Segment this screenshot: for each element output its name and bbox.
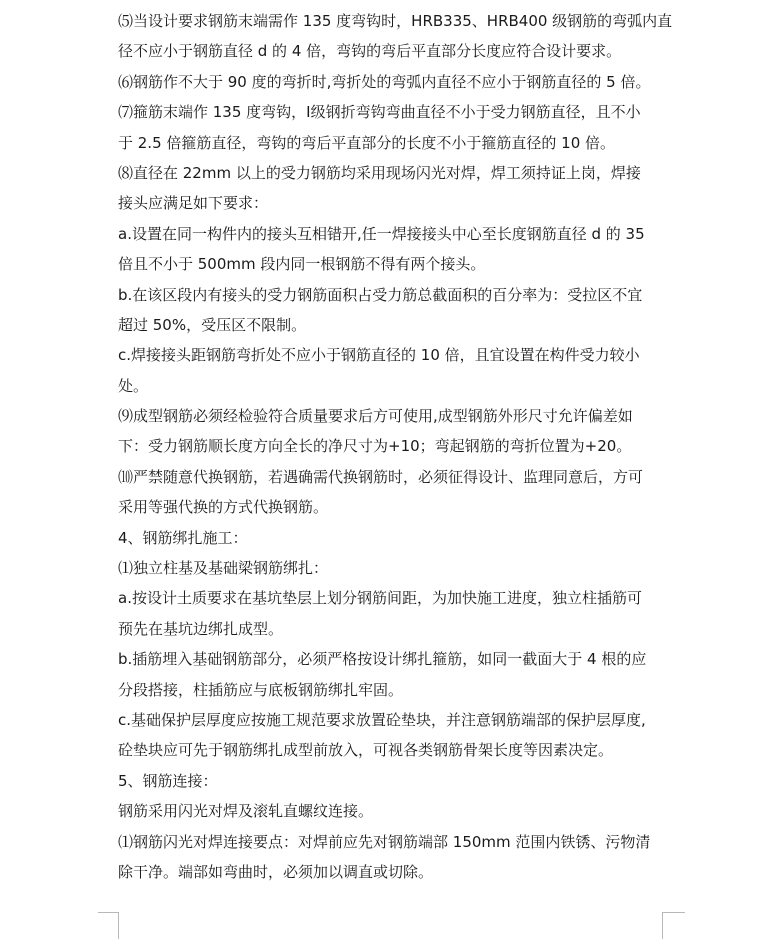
text-line: ⑸当设计要求钢筋末端需作 135 度弯钩时，HRB335、HRB400 级钢筋的弯弧内直 bbox=[118, 12, 673, 30]
page-corner-mark-right bbox=[662, 912, 685, 939]
text-line: 径不应小于钢筋直径 d 的 4 倍，弯钩的弯后平直部分长度应符合设计要求。 bbox=[118, 42, 622, 61]
text-line: c.焊接接头距钢筋弯折处不应小于钢筋直径的 10 倍，且宜设置在构件受力较小 bbox=[118, 346, 640, 365]
text-line: ⑻直径在 22mm 以上的受力钢筋均采用现场闪光对焊，焊工须持证上岗，焊接 bbox=[118, 163, 641, 182]
page-corner-mark-left bbox=[98, 912, 119, 939]
text-line: b.在该区段内有接头的受力钢筋面积占受力筋总截面积的百分率为：受拉区不宜 bbox=[118, 285, 643, 304]
text-line: b.插筋埋入基础钢筋部分，必须严格按设计绑扎箍筋，如同一截面大于 4 根的应 bbox=[118, 650, 647, 669]
text-line: 下：受力钢筋顺长度方向全长的净尺寸为+10；弯起钢筋的弯折位置为+20。 bbox=[118, 437, 632, 456]
text-line: 钢筋采用闪光对焊及滚轧直螺纹连接。 bbox=[118, 802, 374, 821]
text-line: 预先在基坑边绑扎成型。 bbox=[118, 619, 284, 638]
document-body bbox=[118, 6, 678, 887]
text-line: 于 2.5 倍箍筋直径，弯钩的弯后平直部分的长度不小于箍筋直径的 10 倍。 bbox=[118, 133, 616, 152]
text-line: 倍且不小于 500mm 段内同一根钢筋不得有两个接头。 bbox=[118, 255, 486, 274]
text-line: a.设置在同一构件内的接头互相错开,任一焊接接头中心至长度钢筋直径 d 的 35 bbox=[118, 224, 645, 243]
text-line: 除干净。端部如弯曲时，必须加以调直或切除。 bbox=[118, 862, 434, 881]
text-line: 分段搭接，柱插筋应与底板钢筋绑扎牢固。 bbox=[118, 680, 404, 699]
text-line: 采用等强代换的方式代换钢筋。 bbox=[118, 498, 329, 517]
text-line: 超过 50%，受压区不限制。 bbox=[118, 315, 307, 334]
text-line: 接头应满足如下要求： bbox=[118, 194, 269, 213]
text-line: ⑼成型钢筋必须经检验符合质量要求后方可使用,成型钢筋外形尺寸允许偏差如 bbox=[118, 407, 633, 426]
text-line: ⑴钢筋闪光对焊连接要点：对焊前应先对钢筋端部 150mm 范围内铁锈、污物清 bbox=[118, 832, 651, 851]
text-line: c.基础保护层厚度应按施工规范要求放置砼垫块，并注意钢筋端部的保护层厚度, bbox=[118, 710, 646, 729]
text-line: 砼垫块应可先于钢筋绑扎成型前放入，可视各类钢筋骨架长度等因素决定。 bbox=[118, 741, 614, 760]
text-line: ⑹钢筋作不大于 90 度的弯折时,弯折处的弯弧内直径不应小于钢筋直径的 5 倍。 bbox=[118, 72, 651, 91]
text-line: ⑽严禁随意代换钢筋，若遇确需代换钢筋时，必须征得设计、监理同意后，方可 bbox=[118, 467, 644, 486]
text-line: a.按设计土质要求在基坑垫层上划分钢筋间距，为加快施工进度，独立柱插筋可 bbox=[118, 589, 642, 608]
text-line: 处。 bbox=[118, 376, 149, 395]
text-line: ⑴独立柱基及基础梁钢筋绑扎： bbox=[118, 559, 329, 578]
section-heading: 4、钢筋绑扎施工： bbox=[118, 528, 248, 547]
text-line: ⑺箍筋末端作 135 度弯钩，Ⅰ级钢折弯钩弯曲直径不小于受力钢筋直径，且不小 bbox=[118, 103, 641, 122]
section-heading: 5、钢筋连接： bbox=[118, 771, 218, 790]
